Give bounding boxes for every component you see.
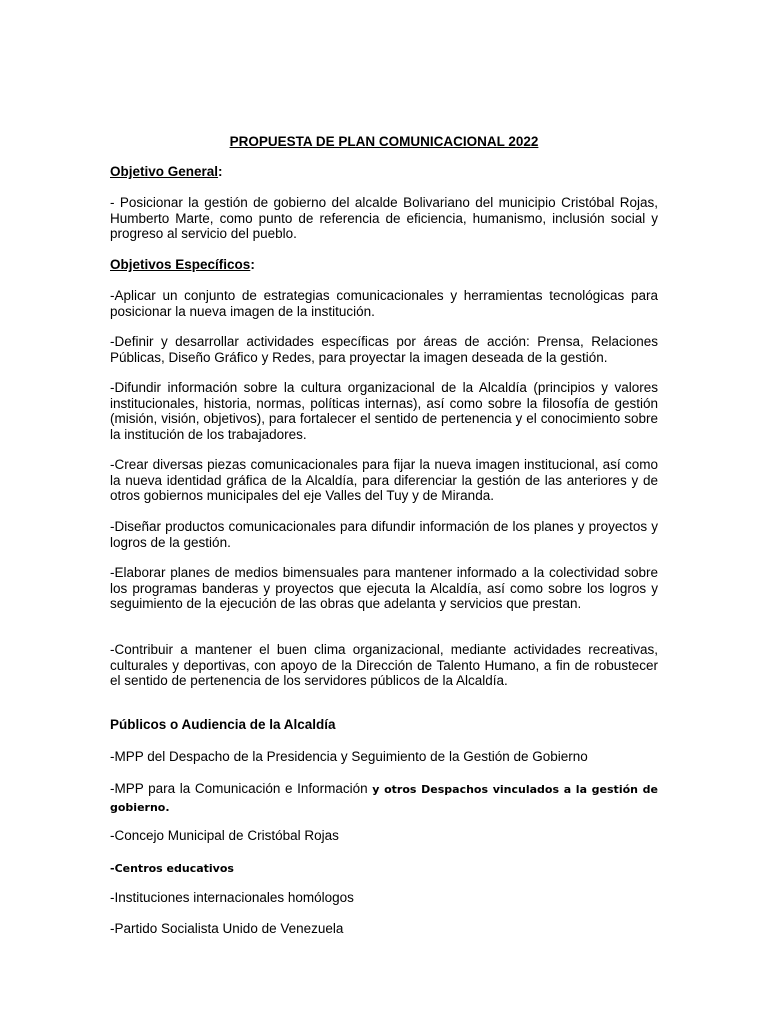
objetivo-especifico-2: -Definir y desarrollar actividades específicas por áreas de acción: Prensa, Relaciones Públicas, Diseño Gráfico y Redes, para proyectar la imagen deseada de la gestión.	[110, 334, 658, 365]
objetivo-general-colon: :	[218, 164, 223, 179]
objetivos-especificos-label: Objetivos Específicos	[110, 257, 251, 272]
objetivos-especificos-heading	[110, 257, 255, 273]
objetivo-especifico-5: -Diseñar productos comunicacionales para difundir información de los planes y proyectos y logros de la gestión.	[110, 519, 658, 550]
objetivo-especifico-1: -Aplicar un conjunto de estrategias comunicacionales y herramientas tecnológicas para posicionar la nueva imagen de la institución.	[110, 288, 658, 319]
publicos-heading: Públicos o Audiencia de la Alcaldía	[110, 717, 336, 732]
publico-item-2-part1: -MPP para la Comunicación e Información	[110, 781, 373, 796]
publico-item-2	[110, 780, 658, 816]
objetivos-especificos-colon: :	[250, 257, 255, 272]
objetivo-especifico-4: -Crear diversas piezas comunicacionales para fijar la nueva imagen institucional, así como la nueva identidad gráfica de la Alcaldía, para diferenciar la gestión de las anteriores y de otros gobiernos municipales del eje Valles del Tuy y de Miranda.	[110, 457, 658, 503]
objetivo-general-text: - Posicionar la gestión de gobierno del alcalde Bolivariano del municipio Cristóbal Rojas, Humberto Marte, como punto de referencia de eficiencia, humanismo, inclusión social y progreso al servicio del pueblo.	[110, 195, 658, 241]
publico-item-4-text: -Centros educativos	[110, 862, 234, 875]
publico-item-1: -MPP del Despacho de la Presidencia y Seguimiento de la Gestión de Gobierno	[110, 749, 588, 764]
publico-item-3: -Concejo Municipal de Cristóbal Rojas	[110, 828, 339, 843]
objetivo-general-heading	[110, 164, 223, 180]
publico-item-6: -Partido Socialista Unido de Venezuela	[110, 921, 344, 936]
objetivo-general-label: Objetivo General	[110, 164, 219, 179]
objetivo-especifico-7: -Contribuir a mantener el buen clima organizacional, mediante actividades recreativas, culturales y deportivas, con apoyo de la Dirección de Talento Humano, a fin de robustecer el sentido de pertenencia de los servidores públicos de la Alcaldía.	[110, 642, 658, 688]
document-title: PROPUESTA DE PLAN COMUNICACIONAL 2022	[229, 134, 539, 149]
publico-item-5: -Instituciones internacionales homólogos	[110, 890, 354, 905]
publico-item-4	[110, 860, 658, 877]
objetivo-especifico-6: -Elaborar planes de medios bimensuales para mantener informado a la colectividad sobre los programas banderas y proyectos que ejecuta la Alcaldía, así como sobre los logros y seguimiento de la ejecución de las obras que adelanta y servicios que prestan.	[110, 565, 658, 611]
objetivo-especifico-3: -Difundir información sobre la cultura organizacional de la Alcaldía (principios y valores institucionales, historia, normas, políticas internas), así como sobre la filosofía de gestión (misión, visión, objetivos), para fortalecer el sentido de pertenencia y el conocimiento sobre la institución de los trabajadores.	[110, 380, 658, 442]
publico-item-2-part2: y otros Despachos vinculados a la gestión de gobierno.	[110, 783, 658, 814]
